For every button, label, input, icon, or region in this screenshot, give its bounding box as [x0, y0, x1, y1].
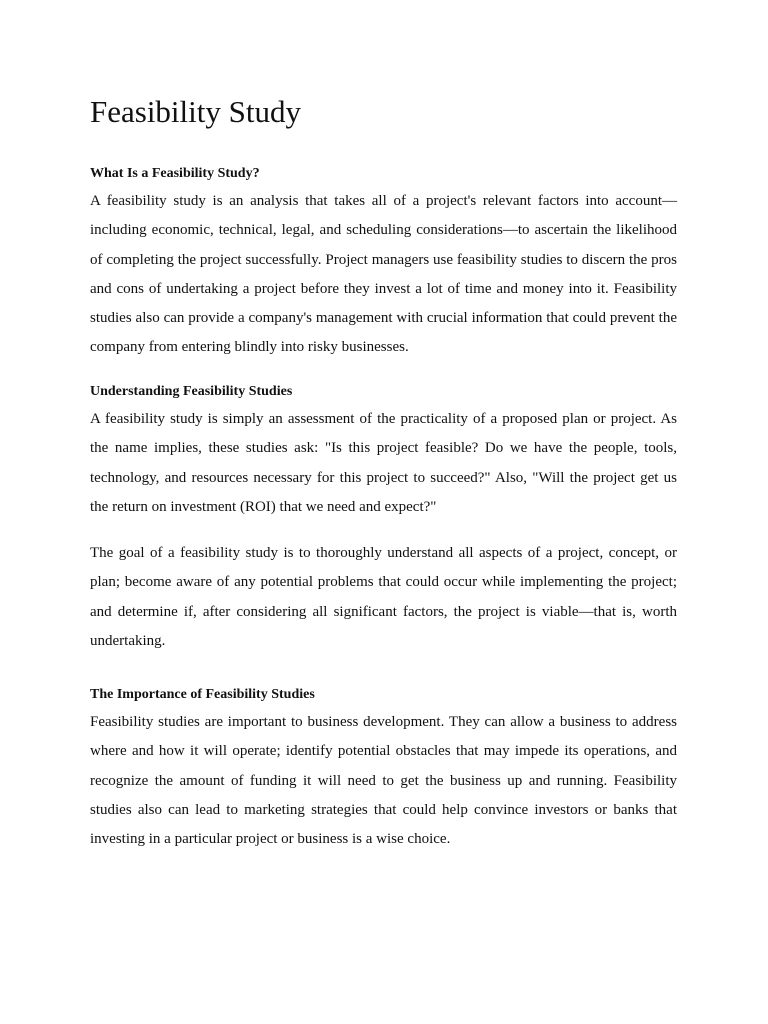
paragraph-understanding-1: A feasibility study is simply an assessment of the practicality of a proposed plan or project. As the name implies, these studies ask: "Is this project feasible? Do we have the people, tools, technology, and resources necessary for this project to succeed?" Also, "Will the project get us the return on investment (ROI) that we need and expect?"	[90, 411, 677, 515]
section-heading-what-is: What Is a Feasibility Study?	[90, 166, 260, 181]
paragraph-what-is: A feasibility study is an analysis that takes all of a project's relevant factors into account—including economic, technical, legal, and scheduling considerations—to ascertain the likelihood of completing the project successfully. Project managers use feasibility studies to discern the pros and cons of undertaking a project before they invest a lot of time and money into it. Feasibility studies also can provide a company's management with crucial information that could prevent the company from entering blindly into risky businesses.	[90, 193, 677, 356]
paragraph-importance: Feasibility studies are important to business development. They can allow a business to address where and how it will operate; identify potential obstacles that may impede its operations, and recognize the amount of funding it will need to get the business up and running. Feasibility studies also can lead to marketing strategies that could help convince investors or banks that investing in a particular project or business is a wise choice.	[90, 714, 677, 848]
section-heading-importance: The Importance of Feasibility Studies	[90, 687, 315, 702]
paragraph-understanding-2: The goal of a feasibility study is to thoroughly understand all aspects of a project, concept, or plan; become aware of any potential problems that could occur while implementing the project; and determine if, after considering all significant factors, the project is viable—that is, worth undertaking.	[90, 545, 677, 649]
section-heading-understanding: Understanding Feasibility Studies	[90, 384, 293, 399]
document-title: Feasibility Study	[90, 94, 301, 129]
